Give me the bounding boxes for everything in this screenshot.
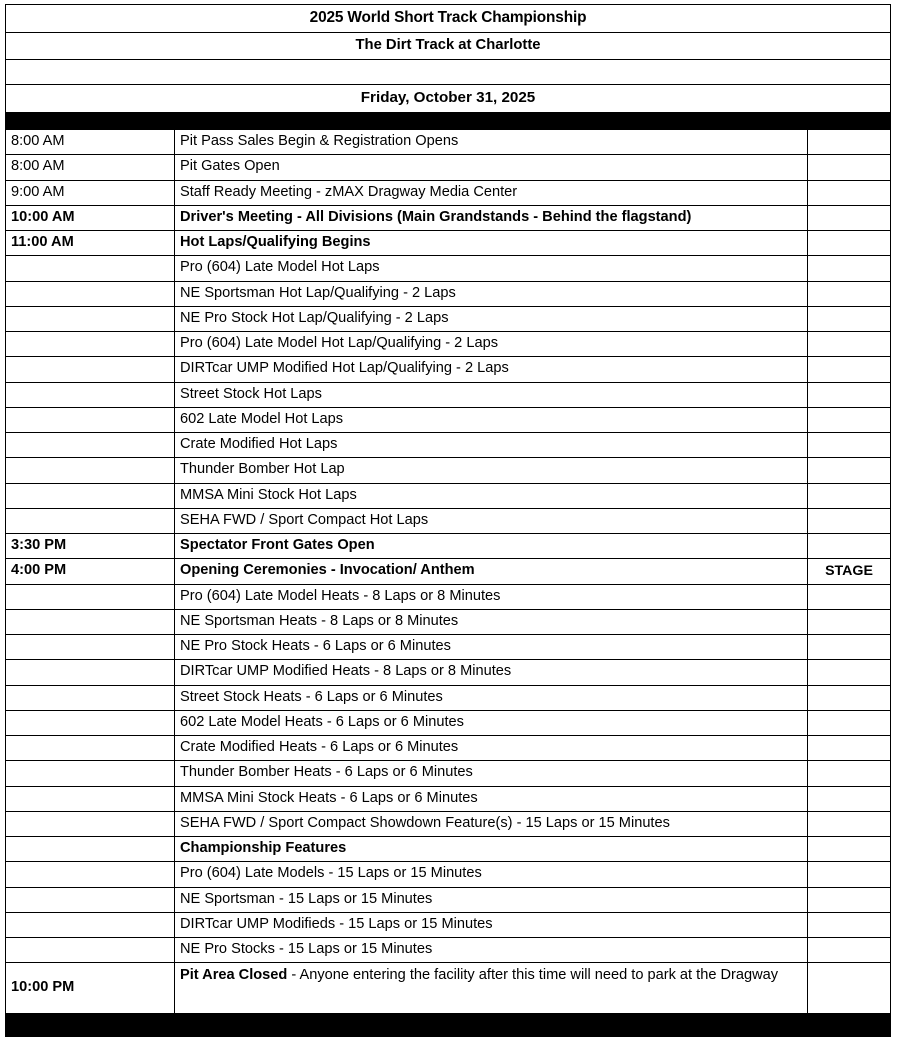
- table-row: [6, 710, 891, 735]
- row-time-cell: [6, 256, 175, 281]
- row-note-cell: [808, 306, 891, 331]
- row-time-cell: [6, 433, 175, 458]
- row-note-cell: [808, 938, 891, 963]
- row-time-cell: 4:00 PM: [6, 559, 175, 584]
- row-note-cell: [808, 584, 891, 609]
- row-event-cell: Pit Gates Open: [175, 155, 808, 180]
- row-time-cell: [6, 357, 175, 382]
- table-row: [6, 407, 891, 432]
- row-event-cell: [175, 963, 808, 1014]
- table-row: [6, 306, 891, 331]
- row-time-cell: [6, 685, 175, 710]
- row-event-cell: SEHA FWD / Sport Compact Hot Laps: [175, 508, 808, 533]
- row-note-cell: [808, 281, 891, 306]
- table-row: [6, 458, 891, 483]
- row-event-cell: NE Pro Stock Hot Lap/Qualifying - 2 Laps: [175, 306, 808, 331]
- row-time-cell: [6, 584, 175, 609]
- row-event-cell: Hot Laps/Qualifying Begins: [175, 231, 808, 256]
- row-time-cell: [6, 407, 175, 432]
- row-note-cell: [808, 685, 891, 710]
- table-row: [6, 483, 891, 508]
- pit-area-closed-detail: - Anyone entering the facility after this time will need to park at the Dragway: [287, 967, 779, 984]
- separator-bar-bottom: [6, 1014, 891, 1037]
- row-event-cell: NE Sportsman Hot Lap/Qualifying - 2 Laps: [175, 281, 808, 306]
- row-note-cell: [808, 458, 891, 483]
- row-event-cell: Pro (604) Late Model Heats - 8 Laps or 8 Minutes: [175, 584, 808, 609]
- table-row: [6, 256, 891, 281]
- row-note-cell: STAGE: [808, 559, 891, 584]
- row-time-cell: [6, 761, 175, 786]
- row-note-cell: [808, 635, 891, 660]
- schedule-body: [6, 5, 891, 1037]
- row-time-cell: [6, 887, 175, 912]
- row-time-cell: [6, 862, 175, 887]
- row-time-cell: [6, 382, 175, 407]
- row-event-cell: Pit Pass Sales Begin & Registration Opens: [175, 130, 808, 155]
- page-title: 2025 World Short Track Championship: [6, 5, 891, 33]
- row-time-cell: [6, 483, 175, 508]
- table-row: [6, 685, 891, 710]
- table-row: [6, 912, 891, 937]
- table-row: [6, 837, 891, 862]
- table-row: [6, 938, 891, 963]
- row-event-cell: Opening Ceremonies - Invocation/ Anthem: [175, 559, 808, 584]
- table-row: [6, 433, 891, 458]
- row-note-cell: [808, 710, 891, 735]
- row-time-cell: [6, 306, 175, 331]
- row-time-cell: 8:00 AM: [6, 155, 175, 180]
- row-note-cell: [808, 761, 891, 786]
- row-event-cell: Driver's Meeting - All Divisions (Main Grandstands - Behind the flagstand): [175, 205, 808, 230]
- table-row: [6, 382, 891, 407]
- table-row: [6, 559, 891, 584]
- row-event-cell: 602 Late Model Hot Laps: [175, 407, 808, 432]
- row-note-cell: [808, 609, 891, 634]
- row-note-cell: [808, 963, 891, 1014]
- row-event-cell: Pro (604) Late Models - 15 Laps or 15 Minutes: [175, 862, 808, 887]
- table-row: [6, 660, 891, 685]
- row-note-cell: [808, 837, 891, 862]
- table-row: [6, 609, 891, 634]
- row-event-cell: 602 Late Model Heats - 6 Laps or 6 Minutes: [175, 710, 808, 735]
- row-event-cell: Staff Ready Meeting - zMAX Dragway Media Center: [175, 180, 808, 205]
- row-note-cell: [808, 256, 891, 281]
- row-time-cell: [6, 938, 175, 963]
- table-row: [6, 205, 891, 230]
- separator-bar-top: [6, 113, 891, 130]
- row-note-cell: [808, 811, 891, 836]
- row-note-cell: [808, 332, 891, 357]
- event-schedule-table: [5, 4, 891, 1037]
- venue-row: [6, 33, 891, 60]
- row-event-cell: DIRTcar UMP Modifieds - 15 Laps or 15 Minutes: [175, 912, 808, 937]
- row-event-cell: Crate Modified Hot Laps: [175, 433, 808, 458]
- row-note-cell: [808, 180, 891, 205]
- row-event-cell: Street Stock Heats - 6 Laps or 6 Minutes: [175, 685, 808, 710]
- row-event-cell: NE Sportsman Heats - 8 Laps or 8 Minutes: [175, 609, 808, 634]
- row-note-cell: [808, 483, 891, 508]
- row-note-cell: [808, 862, 891, 887]
- row-time-cell: [6, 837, 175, 862]
- row-note-cell: [808, 433, 891, 458]
- black-divider: [6, 1014, 891, 1037]
- row-note-cell: [808, 357, 891, 382]
- row-note-cell: [808, 155, 891, 180]
- row-time-cell: [6, 635, 175, 660]
- row-note-cell: [808, 205, 891, 230]
- row-time-cell: [6, 458, 175, 483]
- pit-area-closed-label: Pit Area Closed: [180, 967, 288, 984]
- row-event-cell: DIRTcar UMP Modified Hot Lap/Qualifying - 2 Laps: [175, 357, 808, 382]
- table-row: [6, 130, 891, 155]
- row-time-cell: [6, 332, 175, 357]
- table-row: [6, 180, 891, 205]
- row-note-cell: [808, 508, 891, 533]
- row-note-cell: [808, 736, 891, 761]
- row-note-cell: [808, 130, 891, 155]
- row-time-cell: 10:00 PM: [6, 963, 175, 1014]
- row-note-cell: [808, 382, 891, 407]
- row-note-cell: [808, 887, 891, 912]
- table-row: [6, 281, 891, 306]
- row-note-cell: [808, 912, 891, 937]
- row-event-cell: Street Stock Hot Laps: [175, 382, 808, 407]
- table-row: [6, 534, 891, 559]
- row-event-cell: Thunder Bomber Heats - 6 Laps or 6 Minutes: [175, 761, 808, 786]
- row-time-cell: [6, 786, 175, 811]
- row-time-cell: 11:00 AM: [6, 231, 175, 256]
- venue-subtitle: The Dirt Track at Charlotte: [6, 33, 891, 60]
- row-time-cell: 8:00 AM: [6, 130, 175, 155]
- row-time-cell: [6, 660, 175, 685]
- row-event-cell: NE Pro Stock Heats - 6 Laps or 6 Minutes: [175, 635, 808, 660]
- row-event-cell: DIRTcar UMP Modified Heats - 8 Laps or 8 Minutes: [175, 660, 808, 685]
- row-event-cell: Championship Features: [175, 837, 808, 862]
- row-time-cell: 9:00 AM: [6, 180, 175, 205]
- row-event-cell: Spectator Front Gates Open: [175, 534, 808, 559]
- table-row: [6, 761, 891, 786]
- table-row: [6, 231, 891, 256]
- row-time-cell: [6, 912, 175, 937]
- table-row: [6, 584, 891, 609]
- date-row: [6, 85, 891, 113]
- row-event-cell: MMSA Mini Stock Heats - 6 Laps or 6 Minutes: [175, 786, 808, 811]
- row-event-cell: NE Sportsman - 15 Laps or 15 Minutes: [175, 887, 808, 912]
- table-row: [6, 635, 891, 660]
- row-event-cell: MMSA Mini Stock Hot Laps: [175, 483, 808, 508]
- table-row: [6, 887, 891, 912]
- row-event-cell: Pro (604) Late Model Hot Laps: [175, 256, 808, 281]
- row-event-cell: SEHA FWD / Sport Compact Showdown Feature(s) - 15 Laps or 15 Minutes: [175, 811, 808, 836]
- row-time-cell: [6, 609, 175, 634]
- row-note-cell: [808, 534, 891, 559]
- row-note-cell: [808, 231, 891, 256]
- row-note-cell: [808, 660, 891, 685]
- row-event-cell: Pro (604) Late Model Hot Lap/Qualifying - 2 Laps: [175, 332, 808, 357]
- row-time-cell: [6, 710, 175, 735]
- row-event-cell: Crate Modified Heats - 6 Laps or 6 Minutes: [175, 736, 808, 761]
- table-row: [6, 736, 891, 761]
- table-row: [6, 811, 891, 836]
- row-time-cell: 3:30 PM: [6, 534, 175, 559]
- table-row: [6, 963, 891, 1014]
- table-row: [6, 357, 891, 382]
- row-event-cell: NE Pro Stocks - 15 Laps or 15 Minutes: [175, 938, 808, 963]
- spacer-row: [6, 60, 891, 85]
- row-note-cell: [808, 786, 891, 811]
- table-row: [6, 508, 891, 533]
- table-row: [6, 155, 891, 180]
- row-time-cell: [6, 281, 175, 306]
- row-time-cell: 10:00 AM: [6, 205, 175, 230]
- row-event-cell: Thunder Bomber Hot Lap: [175, 458, 808, 483]
- table-row: [6, 332, 891, 357]
- black-divider: [6, 113, 891, 130]
- row-note-cell: [808, 407, 891, 432]
- row-time-cell: [6, 508, 175, 533]
- table-row: [6, 862, 891, 887]
- row-time-cell: [6, 736, 175, 761]
- event-date: Friday, October 31, 2025: [6, 85, 891, 113]
- table-row: [6, 786, 891, 811]
- blank-spacer-cell: [6, 60, 891, 85]
- title-row: [6, 5, 891, 33]
- row-time-cell: [6, 811, 175, 836]
